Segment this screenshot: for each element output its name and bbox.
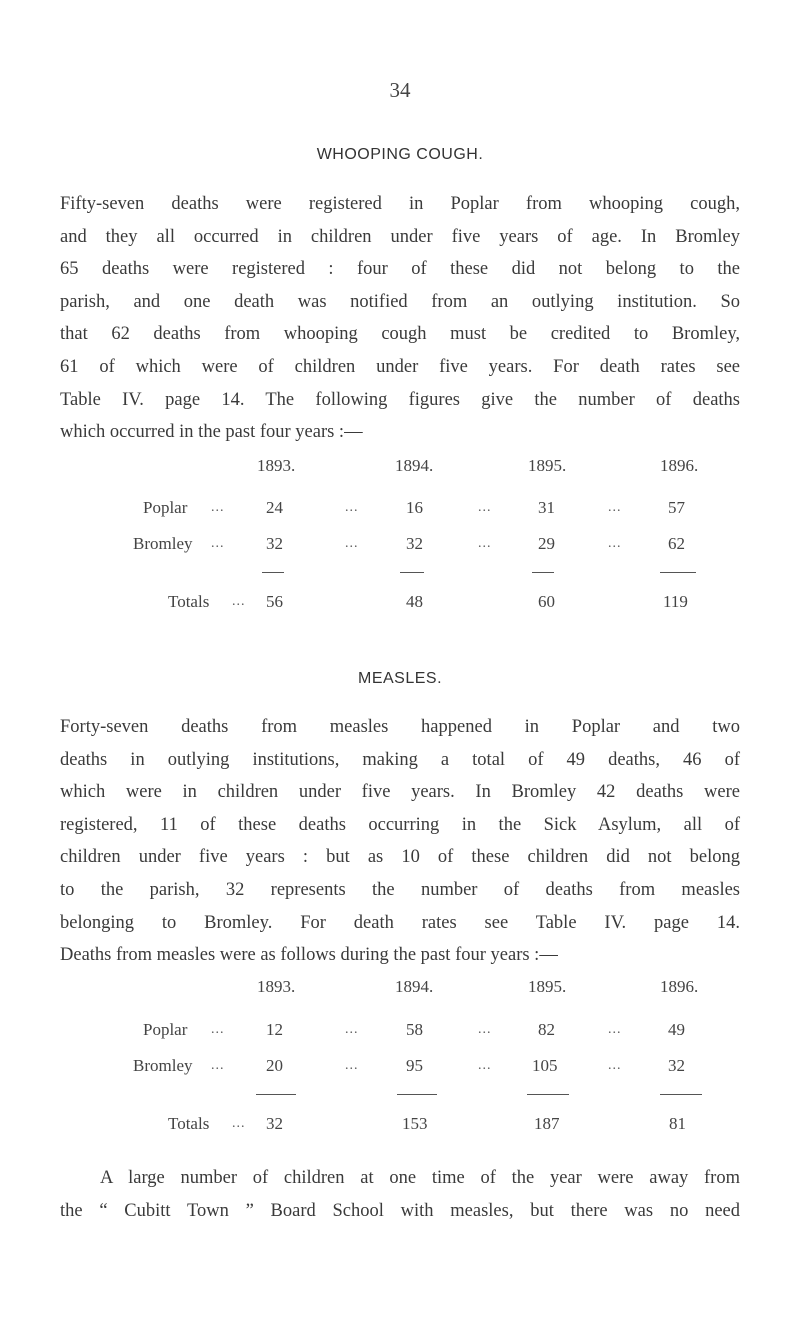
sum-rule	[532, 572, 554, 573]
table-cell: 24	[266, 498, 283, 517]
leader-dots: ...	[608, 1022, 622, 1037]
year-header: 1895.	[528, 977, 567, 996]
year-header: 1893.	[257, 456, 296, 475]
measles-paragraph	[60, 711, 740, 972]
sum-rule	[400, 572, 424, 573]
leader-dots: ...	[232, 1116, 246, 1131]
paragraph-line: Deaths from measles were as follows during the past four years :—	[60, 945, 558, 966]
paragraph-line: to the parish, 32 represents the number of deaths from measles	[60, 879, 740, 900]
row-label: Poplar	[143, 1020, 188, 1039]
leader-dots: ...	[211, 536, 225, 551]
table-cell: 95	[406, 1056, 423, 1075]
paragraph-line: A large number of children at one time of the year were away from	[100, 1168, 740, 1188]
year-header: 1894.	[395, 977, 434, 996]
total-cell: 32	[266, 1114, 283, 1133]
whooping-cough-paragraph	[60, 188, 740, 449]
table-cell: 20	[266, 1056, 283, 1075]
paragraph-line: that 62 deaths from whooping cough must be credited to Bromley,	[60, 324, 740, 345]
paragraph-line: belonging to Bromley. For death rates see Table IV. page 14.	[60, 912, 740, 933]
year-header: 1893.	[257, 977, 296, 996]
total-cell: 81	[669, 1114, 686, 1133]
leader-dots: ...	[211, 1058, 225, 1073]
table-cell: 105	[532, 1056, 558, 1075]
table-cell: 62	[668, 534, 685, 553]
total-cell: 48	[406, 592, 423, 611]
year-header: 1896.	[660, 456, 699, 475]
leader-dots: ...	[211, 500, 225, 515]
leader-dots: ...	[345, 536, 359, 551]
table-cell: 82	[538, 1020, 555, 1039]
total-cell: 187	[534, 1114, 560, 1133]
year-header: 1895.	[528, 456, 567, 475]
sum-rule	[527, 1094, 569, 1095]
leader-dots: ...	[608, 1058, 622, 1073]
sum-rule	[262, 572, 284, 573]
leader-dots: ...	[608, 500, 622, 515]
paragraph-line: which were in children under five years. In Bromley 42 deaths were	[60, 782, 740, 803]
leader-dots: ...	[211, 1022, 225, 1037]
table-cell: 58	[406, 1020, 423, 1039]
leader-dots: ...	[478, 1022, 492, 1037]
leader-dots: ...	[478, 500, 492, 515]
leader-dots: ...	[478, 536, 492, 551]
leader-dots: ...	[478, 1058, 492, 1073]
row-label: Poplar	[143, 498, 188, 517]
paragraph-line: parish, and one death was notified from an outlying institution. So	[60, 291, 740, 312]
whooping-cough-heading: WHOOPING COUGH.	[316, 146, 484, 163]
paragraph-line: and they all occurred in children under five years of age. In Bromley	[60, 226, 740, 247]
leader-dots: ...	[345, 500, 359, 515]
table-cell: 32	[668, 1056, 685, 1075]
paragraph-line: deaths in outlying institutions, making a total of 49 deaths, 46 of	[60, 749, 740, 770]
paragraph-line: 65 deaths were registered : four of these did not belong to the	[60, 259, 740, 280]
page-number: 34	[389, 78, 411, 102]
table-cell: 32	[406, 534, 423, 553]
closing-paragraph	[60, 1162, 740, 1227]
year-header: 1894.	[395, 456, 434, 475]
leader-dots: ...	[345, 1022, 359, 1037]
sum-rule	[660, 1094, 702, 1095]
measles-heading: MEASLES.	[357, 670, 443, 687]
paragraph-line: Fifty-seven deaths were registered in Poplar from whooping cough,	[60, 194, 740, 214]
leader-dots: ...	[232, 594, 246, 609]
paragraph-line: Forty-seven deaths from measles happened in Poplar and two	[60, 717, 740, 737]
totals-label: Totals	[168, 1114, 210, 1133]
paragraph-line: 61 of which were of children under five years. For death rates see	[60, 356, 740, 377]
table-cell: 29	[538, 534, 555, 553]
table-cell: 16	[406, 498, 423, 517]
row-label: Bromley	[133, 1056, 193, 1075]
total-cell: 153	[402, 1114, 428, 1133]
leader-dots: ...	[608, 536, 622, 551]
table-cell: 31	[538, 498, 555, 517]
table-cell: 57	[668, 498, 685, 517]
table-cell: 49	[668, 1020, 685, 1039]
paragraph-line: children under five years : but as 10 of these children did not belong	[60, 847, 740, 868]
paragraph-line: which occurred in the past four years :—	[60, 422, 363, 443]
paragraph-line: Table IV. page 14. The following figures give the number of deaths	[60, 389, 740, 410]
row-label: Bromley	[133, 534, 193, 553]
sum-rule	[397, 1094, 437, 1095]
table-cell: 12	[266, 1020, 283, 1039]
table-cell: 32	[266, 534, 283, 553]
sum-rule	[660, 572, 696, 573]
leader-dots: ...	[345, 1058, 359, 1073]
sum-rule	[256, 1094, 296, 1095]
paragraph-line: the “ Cubitt Town ” Board School with measles, but there was no need	[60, 1200, 740, 1221]
paragraph-line: registered, 11 of these deaths occurring in the Sick Asylum, all of	[60, 814, 740, 835]
total-cell: 56	[266, 592, 283, 611]
year-header: 1896.	[660, 977, 699, 996]
totals-label: Totals	[168, 592, 210, 611]
total-cell: 119	[663, 592, 688, 611]
total-cell: 60	[538, 592, 555, 611]
